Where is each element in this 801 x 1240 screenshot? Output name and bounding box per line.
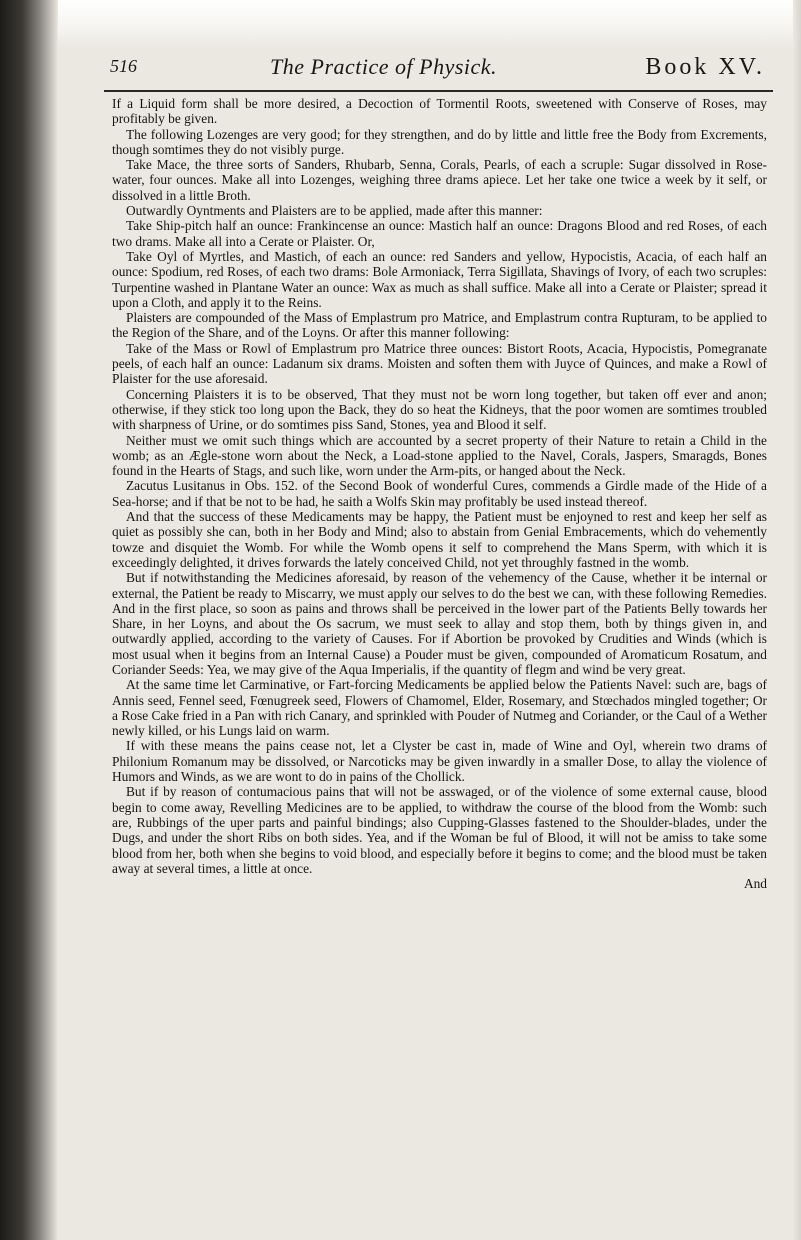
paragraph: At the same time let Carminative, or Fart-forcing Medicaments be applied below the Patients Navel: such are, bags of Annis seed, Fennel seed, Fœnugreek seed, Flowers of Chamomel, Elder, Rosemary, and Stœchados mingled together; Or a Rose Cake fried in a Pan with rich Canary, and sprinkled with Pouder of Nutmeg and Coriander, or the Caul of a Wether newly killed, or his Lungs laid on warm. — [112, 677, 767, 739]
page-right-edge — [793, 0, 801, 1240]
paragraph: But if by reason of contumacious pains that will not be asswaged, or of the violence of some external cause, blood begin to come away, Revelling Medicines are to be applied, to withdraw the course of the blood from the Womb: such are, Rubbings of the uper parts and painful bindings; also Cupping-Glasses fastened to the Shoulder-blades, under the Dugs, and under the short Ribs on both sides. Yea, and if the Woman be ful of Blood, it will not be amiss to take some blood from her, both when she begins to void blood, and especially before it begins to come; and the blood must be taken away at several times, a little at once. — [112, 784, 767, 876]
paragraph: But if notwithstanding the Medicines aforesaid, by reason of the vehemency of the Cause, whether it be internal or external, the Patient be ready to Miscarry, we must apply our selves to do the best we can, with these following Remedies. And in the first place, so soon as pains and throws shall be perceived in the lower part of the Patients Belly towards her Share, in her Loyns, and about the Os sacrum, we must seek to allay and stop them, both by things given in, and outwardly applied, according to the variety of Causes. For if Abortion be provoked by Crudities and Winds (which is most usual when it begins from an Internal Cause) a Pouder must be given, compounded of Aromaticum Rosatum, and Coriander Seeds: Yea, we may give of the Aqua Imperialis, if the quantity of flegm and wind be very great. — [112, 570, 767, 677]
page-number: 516 — [110, 56, 137, 76]
paragraph: Take of the Mass or Rowl of Emplastrum pro Matrice three ounces: Bistort Roots, Acacia, Hypocistis, Pomegranate peels, of each half an ounce: Ladanum six drams. Moisten and soften them with Juyce of Quinces, and make a Rowl of Plaister for the use aforesaid. — [112, 340, 767, 387]
book-label: Book XV. — [645, 54, 765, 80]
page-body — [112, 96, 767, 1236]
running-title: The Practice of Physick. — [270, 54, 498, 79]
paragraph: Take Ship-pitch half an ounce: Frankincense an ounce: Mastich half an ounce: Dragons Blood and red Roses, of each two drams. Make all into a Cerate or Plaister. Or, — [112, 218, 767, 249]
running-header — [110, 52, 781, 88]
paragraph: Zacutus Lusitanus in Obs. 152. of the Second Book of wonderful Cures, commends a Girdle made of the Hide of a Sea-horse; and if that be not to be had, he saith a Wolfs Skin may profitably be used instead thereof. — [112, 478, 767, 509]
page-binding-shadow — [0, 0, 58, 1240]
paragraph: The following Lozenges are very good; for they strengthen, and do by little and little free the Body from Excrements, though somtimes they do not visibly purge. — [112, 126, 767, 157]
paragraph: And that the success of these Medicaments may be happy, the Patient must be enjoyned to rest and keep her self as quiet as possibly she can, both in her Body and Mind; also to abstain from Genial Embracements, which do vehemently towze and disquiet the Womb. For while the Womb opens it self to comprehend the Mans Sperm, with which it is exceedingly delighted, it drives forwards the lately conceived Child, not yet throughly fastned in the womb. — [112, 509, 767, 570]
header-rule — [104, 90, 773, 92]
paragraph: Take Mace, the three sorts of Sanders, Rhubarb, Senna, Corals, Pearls, of each a scruple: Sugar dissolved in Rose-water, four ounces. Make all into Lozenges, weighing three drams apiece. Let her take one twice a week by it self, or dissolved in a little Broth. — [112, 157, 767, 203]
paragraph: Plaisters are compounded of the Mass of Emplastrum pro Matrice, and Emplastrum contra Rupturam, to be applied to the Region of the Share, and of the Loyns. Or after this manner following: — [112, 310, 767, 341]
page-top-edge — [58, 0, 801, 48]
paragraph: Take Oyl of Myrtles, and Mastich, of each an ounce: red Sanders and yellow, Hypocistis, Acacia, of each half an ounce: Spodium, red Roses, of each two drams: Bole Armoniack, Terra Sigillata, Shavings of Ivory, of each two scruples: Turpentine washed in Plantane Water an ounce: Wax as much as shall suffice. Make all into a Cerate or Plaister; spread it upon a Cloth, and apply it to the Reins. — [112, 248, 767, 310]
paragraph: Concerning Plaisters it is to be observed, That they must not be worn long together, but taken off ever and anon; otherwise, if they stick too long upon the Back, they do so heat the Kidneys, that the poor women are somtimes troubled with sharpness of Urine, or do somtimes piss Sand, Stones, yea and Blood it self. — [112, 386, 767, 433]
paragraph: If with these means the pains cease not, let a Clyster be cast in, made of Wine and Oyl, wherein two drams of Philonium Romanum may be dissolved, or Narcoticks may be given inwardly in a smaller Dose, to allay the violence of Humors and Winds, as we are wont to do in pains of the Chollick. — [112, 738, 767, 785]
catchword: And — [743, 876, 767, 892]
paragraph: Outwardly Oyntments and Plaisters are to be applied, made after this manner: — [126, 203, 543, 219]
paragraph: Neither must we omit such things which are accounted by a secret property of their Nature to retain a Child in the womb; as an Ægle-stone worn about the Neck, a Load-stone applied to the Navel, Corals, Jaspers, Smaragds, Bones found in the Hearts of Stags, and such like, worn under the Arm-pits, or hanged about the Neck. — [112, 432, 767, 479]
paragraph: If a Liquid form shall be more desired, a Decoction of Tormentil Roots, sweetened with Conserve of Roses, may profitably be given. — [112, 96, 767, 127]
